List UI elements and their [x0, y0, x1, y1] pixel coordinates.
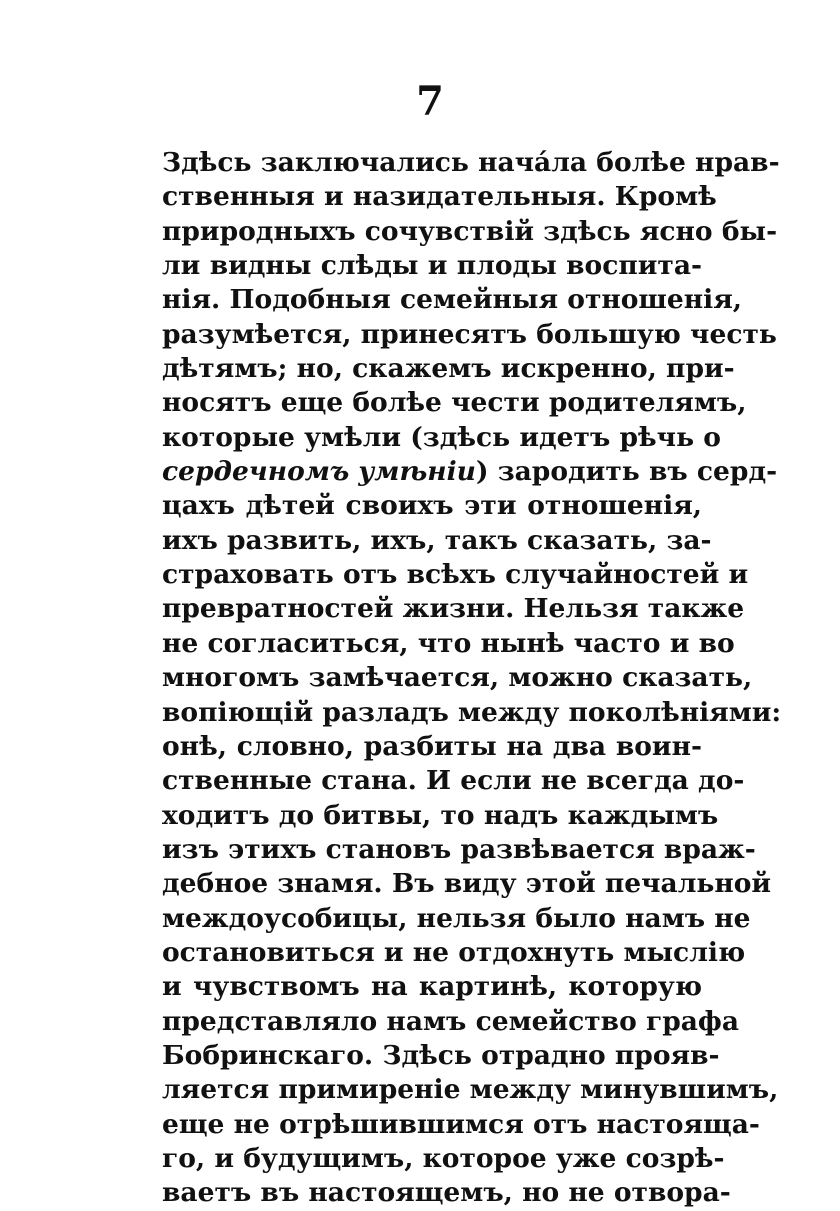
text-line: ваетъ въ настоящемъ, но не отвора-	[162, 1177, 731, 1209]
text-line: Бобринскаго. Здѣсь отрадно прояв-	[162, 1039, 720, 1071]
text-line: ходитъ до битвы, то надъ каждымъ	[162, 799, 719, 831]
text-line: цахъ дѣтей своихъ эти отношенія,	[162, 490, 702, 522]
text-line: ственные стана. И если не всегда до-	[162, 765, 745, 797]
text-line-with-italic	[162, 455, 778, 489]
italic-phrase: сердечномъ умѣніи	[162, 456, 476, 488]
text-line: разумѣется, принесятъ большую честь	[162, 318, 777, 350]
text-line: еще не отрѣшившимся отъ настояща-	[162, 1108, 760, 1140]
text-line: представляло намъ семейство графа	[162, 1005, 739, 1037]
italic-phrase-after: ) зародить въ серд-	[475, 456, 778, 488]
text-line: ляется примиреніе между минувшимъ,	[162, 1074, 779, 1106]
text-line: междоусобицы, нельзя было намъ не	[162, 902, 751, 934]
text-line: го, и будущимъ, которое уже созрѣ-	[162, 1142, 725, 1174]
text-line: ихъ развить, ихъ, такъ сказать, за-	[162, 524, 712, 556]
text-line: страховать отъ всѣхъ случайностей и	[162, 559, 749, 591]
text-line: природныхъ сочувствій здѣсь ясно бы-	[162, 215, 778, 247]
text-line: дебное знамя. Въ виду этой печальной	[162, 868, 772, 900]
text-line: не согласиться, что нынѣ часто и во	[162, 627, 735, 659]
text-line: остановиться и не отдохнуть мыслію	[162, 936, 746, 968]
text-line: изъ этихъ становъ развѣвается враж-	[162, 833, 756, 865]
text-line: и чувствомъ на картинѣ, которую	[162, 971, 702, 1003]
text-line: превратностей жизни. Нельзя также	[162, 593, 745, 625]
page-number: 7	[416, 78, 444, 125]
text-line: ли видны слѣды и плоды воспита-	[162, 250, 702, 282]
text-line: вопіющій разладъ между поколѣніями:	[162, 696, 782, 728]
body-text	[162, 146, 782, 1211]
text-line: нія. Подобныя семейныя отношенія,	[162, 284, 743, 316]
text-line: Здѣсь заключались начáла болѣе нрав-	[162, 147, 780, 178]
text-line: которые умѣли (здѣсь идетъ рѣчь о	[162, 421, 721, 453]
text-line: носятъ еще болѣе чести родителямъ,	[162, 387, 747, 419]
text-line: дѣтямъ; но, скажемъ искренно, при-	[162, 353, 735, 385]
text-line: многомъ замѣчается, можно сказать,	[162, 662, 753, 694]
text-line: ственныя и назидательныя. Кромѣ	[162, 181, 717, 213]
text-line: онѣ, словно, разбиты на два воин-	[162, 730, 702, 762]
